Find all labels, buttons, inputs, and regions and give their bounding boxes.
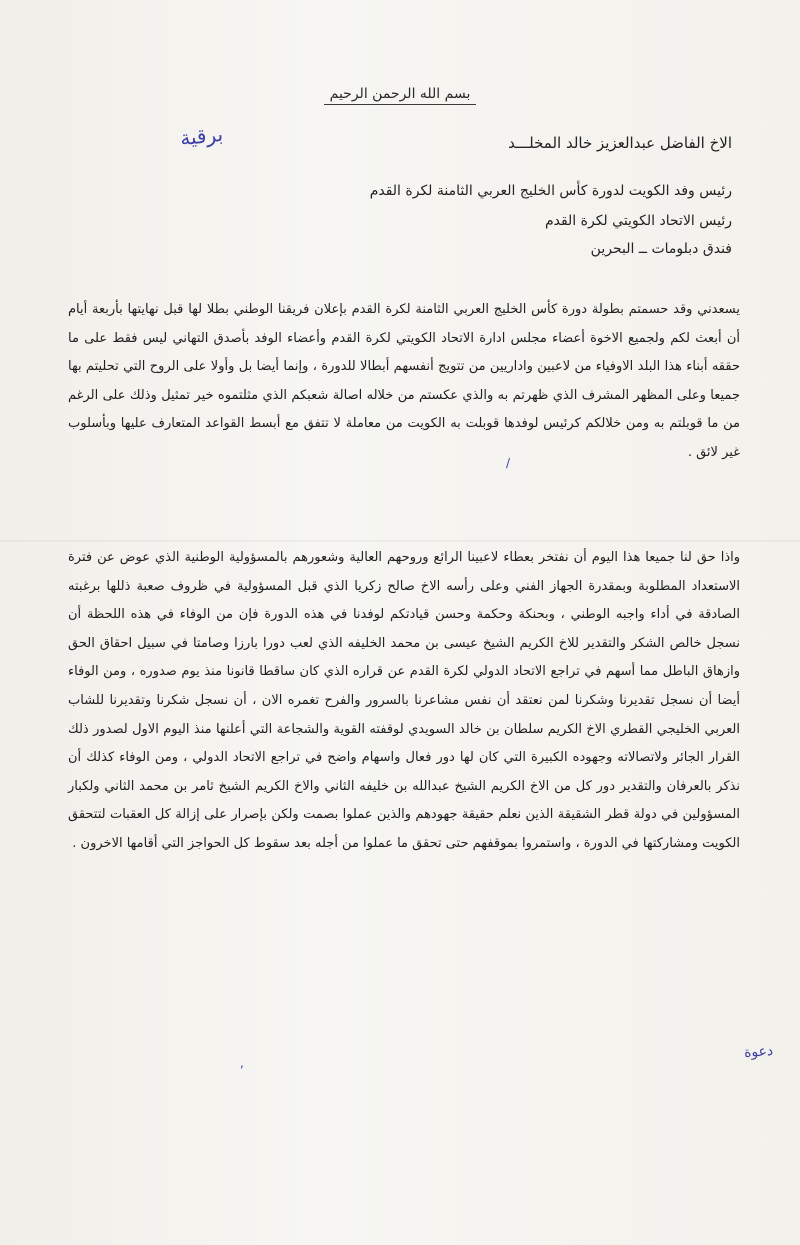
letter-paragraph-1: يسعدني وقد حسمتم بطولة دورة كأس الخليج العربي الثامنة لكرة القدم بإعلان فريقنا الوطني بطلا لها قبل نهايتها بأربعة أيام أن أبعث لكم ولجميع الاخوة أعضاء مجلس ادارة الاتحاد الكويتي لكرة القدم وأعضاء الوفد بأصدق التهاني ليس فقط على ما حققه أبناء هذا البلد الاوفياء من لاعبين واداريين من تتويج أنفسهم أبطالا للدورة ، وإنما أيضا بل وأولا على الروح التي تحليتم بها جميعا وعلى المظهر المشرف الذي ظهرتم به والذي عكستم من خلاله اصالة شعبكم الذي مثلتموه خير تمثيل وذلك على الرغم من ما قوبلتم به ومن خلالكم كرئيس لوفدها قوبلت به الكويت من معاملة لا تتفق مع أبسط القواعد المتعارف عليها وبأسلوب غير لائق . [68,302,740,460]
handwritten-insert-mark: , [240,1056,244,1070]
handwritten-slash-mark: / [506,456,511,470]
basmala-title [0,86,800,102]
addressee-role-1: رئيس وفد الكويت لدورة كأس الخليج العربي الثامنة لكرة القدم [369,183,732,199]
basmala-text: بسم الله الرحمن الرحيم [324,86,477,105]
handwritten-margin-note: دعوة [743,1043,774,1061]
paper-fold-shadow [0,540,800,542]
letter-paragraph-2: واذا حق لنا جميعا هذا اليوم أن نفتخر بعطاء لاعبينا الرائع وروحهم العالية وشعورهم بالمسؤولية الوطنية الذي عوض عن فترة الاستعداد المطلوبة وبمقدرة الجهاز الفني وعلى رأسه الاخ صالح زكريا الذي قبل المسؤولية في ظروف صعبة ذللها برغبته الصادقة في أداء واجبه الوطني ، وبحنكة وحكمة وحسن قيادتكم لوفدنا في هذه الدورة فإن من الوفاء في هذه اللحظة أن نسجل خالص الشكر والتقدير للاخ الكريم الشيخ عيسى بن محمد الخليفه الذي لعب دورا بارزا وصامتا في سبيل احقاق الحق وازهاق الباطل مما أسهم في تراجع الاتحاد الدولي لكرة القدم عن قراره الذي كان ساقطا قانونا منذ يوم صدوره ، ومن الوفاء أيضا أن نسجل تقديرنا وشكرنا لمن نعتقد أن نفس مشاعرنا بالسرور والفرح تغمره الان ، أن نسجل شكرنا وتقديرنا للشاب العربي الخليجي القطري الاخ الكريم سلطان بن خالد السويدي لوقفته القوية والشجاعة التي أعلنها منذ اليوم الاول لصدور ذلك القرار الجائر ولاتصالاته وجهوده الكبيرة التي كان لها دور فعال واسهام واضح في تراجع الاتحاد الدولي ، ومن الوفاء كذلك أن نذكر بالعرفان والتقدير دور كل من الاخ الكريم الشيخ عبدالله بن خليفه الثاني والاخ الكريم الشيخ ثامر بن محمد الثاني ولكبار المسؤولين في دولة قطر الشقيقة الذين نعلم حقيقة جهودهم والذين عملوا بصمت ولكن بإصرار على إزالة كل العقبات لتتحقق الكويت ومشاركتها في الدورة ، واستمروا بموقفهم حتى تحقق ما عملوا من أجله بعد سقوط كل الحواجز التي أقامها الاخرون . [68,550,740,851]
handwritten-telegram-mark: برقية [178,121,225,151]
addressee-name: الاخ الفاضل عبدالعزيز خالد المخلـــد [508,134,732,152]
addressee-location: فندق دبلومات ــ البحرين [590,241,732,257]
addressee-role-2: رئيس الاتحاد الكويتي لكرة القدم [544,213,732,229]
